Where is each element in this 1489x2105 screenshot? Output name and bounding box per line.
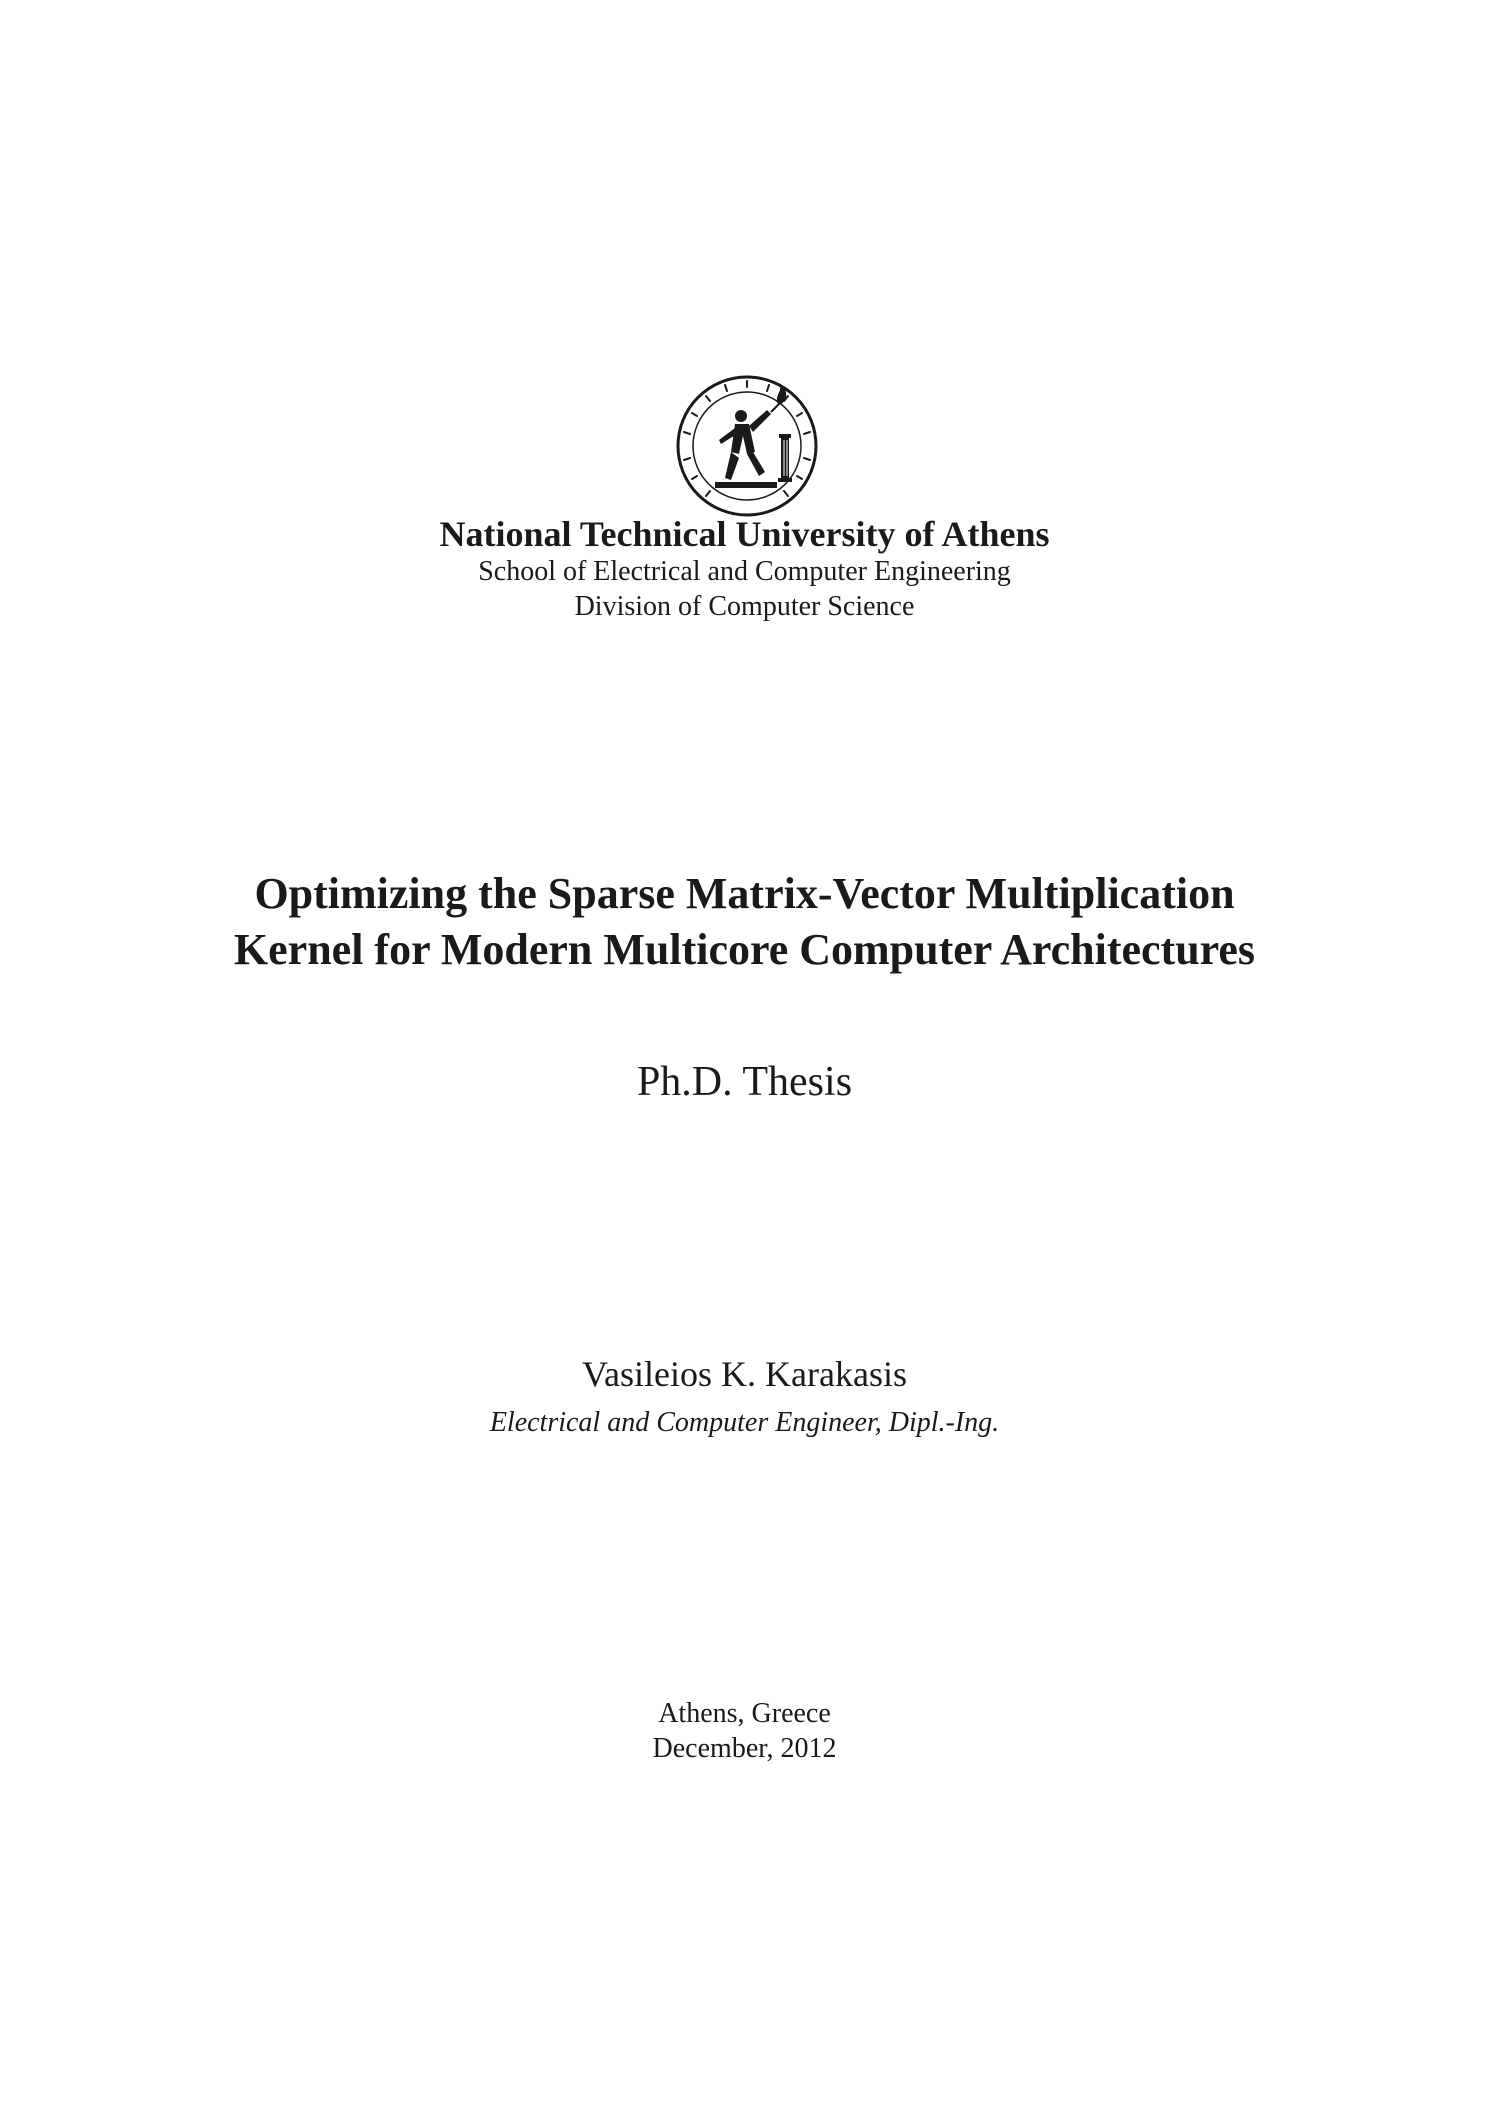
thesis-title-line-1: Optimizing the Sparse Matrix-Vector Multiplication (254, 869, 1235, 918)
thesis-title-line-2: Kernel for Modern Multicore Computer Architectures (233, 925, 1256, 974)
university-seal-icon (675, 374, 819, 518)
place: Athens, Greece (658, 1698, 831, 1729)
thesis-type: Ph.D. Thesis (636, 1059, 853, 1105)
school-name: School of Electrical and Computer Engineering (478, 556, 1011, 587)
thesis-title (0, 866, 1489, 978)
date: December, 2012 (652, 1733, 837, 1764)
university-name: National Technical University of Athens (439, 514, 1050, 554)
author-degree: Electrical and Computer Engineer, Dipl.-Ing. (489, 1407, 1000, 1438)
division-name: Division of Computer Science (574, 591, 915, 622)
author-name: Vasileios K. Karakasis (582, 1354, 907, 1394)
